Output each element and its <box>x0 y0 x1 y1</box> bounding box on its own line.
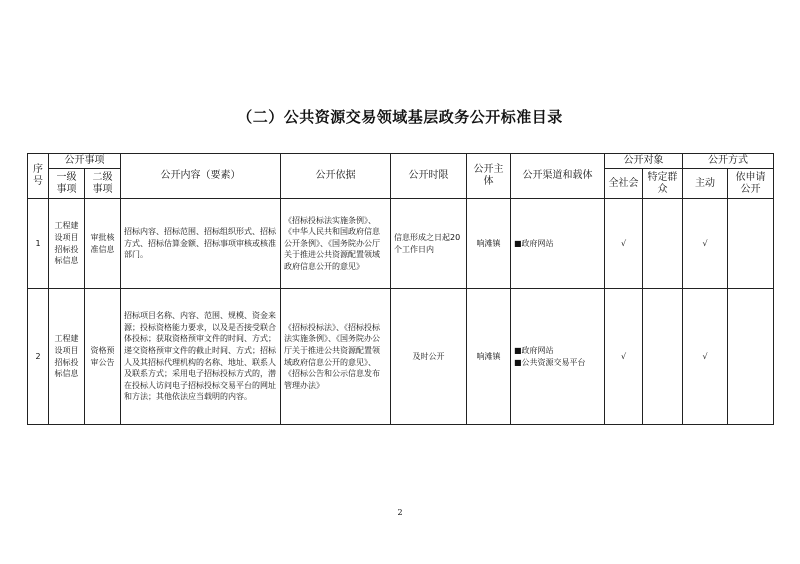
row-method-active: √ <box>683 289 728 425</box>
header-method-request: 依申请公开 <box>728 169 774 199</box>
page-number: 2 <box>397 508 403 517</box>
row-method-request <box>728 289 774 425</box>
page-title: （二）公共资源交易领域基层政务公开标准目录 <box>237 108 563 126</box>
row-method-request <box>728 199 774 289</box>
header-level2: 二级事项 <box>85 169 121 199</box>
row-channel <box>511 289 605 425</box>
row-level2: 审批核准信息 <box>85 199 121 289</box>
row-seq: 2 <box>28 289 49 425</box>
header-channel: 公开渠道和载体 <box>511 154 605 199</box>
header-row-1 <box>28 154 774 169</box>
header-method: 公开方式 <box>683 154 774 169</box>
row-target-specific <box>643 199 683 289</box>
row-target-all: √ <box>605 289 643 425</box>
header-basis: 公开依据 <box>281 154 391 199</box>
row-time-limit: 信息形成之日起20个工作日内 <box>391 199 467 289</box>
row-content: 招标项目名称、内容、范围、规模、资金来源；投标资格能力要求，以及是否接受联合体投标；获取资格预审文件的时间、方式；递交资格预审文件的截止时间、方式；招标人及其招标代理机构的名称、地址、联系人及联系方式；采用电子招标投标方式的，潜在投标人访问电子招标投标交易平台的网址和方法；其他依法应当载明的内容。 <box>121 289 281 425</box>
channel-item: ■公共资源交易平台 <box>514 357 586 367</box>
standard-catalog-table <box>27 153 774 425</box>
header-level1: 一级事项 <box>49 169 85 199</box>
row-level1: 工程建设项目招标投标信息 <box>49 289 85 425</box>
header-time-limit: 公开时限 <box>391 154 467 199</box>
row-subject: 响滩镇 <box>467 199 511 289</box>
row-channel <box>511 199 605 289</box>
row-level2: 资格预审公告 <box>85 289 121 425</box>
row-level1: 工程建设项目招标投标信息 <box>49 199 85 289</box>
channel-item: ■政府网站 <box>514 238 554 248</box>
header-target: 公开对象 <box>605 154 683 169</box>
row-target-specific <box>643 289 683 425</box>
header-matter: 公开事项 <box>49 154 121 169</box>
row-basis: 《招标投标法》、《招标投标法实施条例》、《国务院办公厅关于推进公共资源配置领域政府信息公开的意见》、《招标公告和公示信息发布管理办法》 <box>281 289 391 425</box>
row-time-limit: 及时公开 <box>391 289 467 425</box>
header-content: 公开内容（要素） <box>121 154 281 199</box>
row-method-active: √ <box>683 199 728 289</box>
row-seq: 1 <box>28 199 49 289</box>
table-row <box>28 199 774 289</box>
channel-item: ■政府网站 <box>514 345 554 355</box>
header-target-specific: 特定群众 <box>643 169 683 199</box>
table-row <box>28 289 774 425</box>
header-target-all: 全社会 <box>605 169 643 199</box>
header-subject: 公开主体 <box>467 154 511 199</box>
row-content: 招标内容、招标范围、招标组织形式、招标方式、招标估算金额、招标事项审核或核准部门。 <box>121 199 281 289</box>
row-subject: 响滩镇 <box>467 289 511 425</box>
row-basis: 《招标投标法实施条例》、《中华人民共和国政府信息公开条例》、《国务院办公厅关于推进公共资源配置领域政府信息公开的意见》 <box>281 199 391 289</box>
header-seq: 序号 <box>28 154 49 199</box>
header-method-active: 主动 <box>683 169 728 199</box>
row-target-all: √ <box>605 199 643 289</box>
